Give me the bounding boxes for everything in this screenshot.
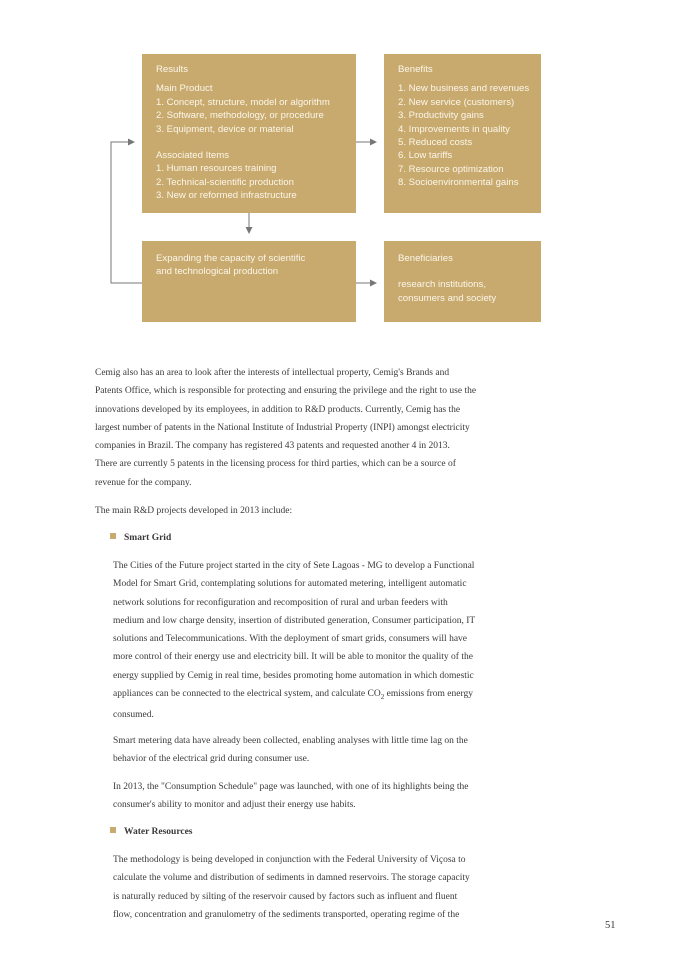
text-line: The main R&D projects developed in 2013 include: xyxy=(95,506,293,516)
expanding-line: Expanding the capacity of scientific xyxy=(156,253,306,264)
text-line: consumed. xyxy=(113,710,154,721)
text-line: companies in Brazil. The company has registered 43 patents and requested another 4 in 2013. xyxy=(95,441,450,452)
text-line: more control of their energy use and electricity bill. It will be able to monitor the quality of the xyxy=(113,652,473,663)
main-product-heading: Main Product xyxy=(156,83,213,95)
text-line: Smart metering data have already been collected, enabling analyses with little time lag on the xyxy=(113,736,468,746)
main-product-item: 2. Software, methodology, or procedure xyxy=(156,110,324,122)
intro-paragraph xyxy=(95,364,476,492)
co2-line-pre: appliances can be connected to the electrical system, and calculate CO xyxy=(113,689,381,700)
projects-intro xyxy=(95,502,292,520)
beneficiaries-title: Beneficiaries xyxy=(398,253,453,264)
co2-line-post: emissions from energy xyxy=(384,689,473,700)
text-line: flow, concentration and granulometry of the sediments transported, operating regime of the xyxy=(113,909,460,920)
text-line: is naturally reduced by silting of the reservoir caused by factors such as influent and fluent xyxy=(113,891,458,902)
text-line: solutions and Telecommunications. With the deployment of smart grids, consumers will have xyxy=(113,634,468,645)
benefit-item: 8. Socioenvironmental gains xyxy=(398,177,519,189)
text-line: consumer's ability to monitor and adjust their energy use habits. xyxy=(113,800,356,811)
associated-item: 2. Technical-scientific production xyxy=(156,176,294,188)
water-resources-paragraph xyxy=(113,851,470,924)
water-resources-heading xyxy=(110,827,193,837)
text-line: largest number of patents in the National Institute of Industrial Property (INPI) amongst electricity xyxy=(95,422,470,433)
text-line: energy supplied by Cemig in real time, besides promoting home automation in which domestic xyxy=(113,670,474,681)
page-number: 51 xyxy=(605,920,616,931)
benefit-item: 6. Low tariffs xyxy=(398,150,453,162)
text-line: calculate the volume and distribution of sediments in damned reservoirs. The storage capacity xyxy=(113,873,470,884)
smart-grid-paragraph-1 xyxy=(113,557,475,725)
main-product-item: 1. Concept, structure, model or algorithm xyxy=(156,96,330,108)
text-line: In 2013, the "Consumption Schedule" page was launched, with one of its highlights being the xyxy=(113,782,469,792)
benefit-item: 1. New business and revenues xyxy=(398,83,530,95)
diagram-connectors xyxy=(0,0,680,340)
smart-grid-paragraph-3 xyxy=(113,778,469,815)
text-line: Cemig also has an area to look after the interests of intellectual property, Cemig's Brands and xyxy=(95,368,450,378)
text-line: Model for Smart Grid, contemplating solutions for automated metering, intelligent automatic xyxy=(113,579,467,590)
beneficiaries-line: research institutions, xyxy=(398,279,486,291)
associated-items-heading: Associated Items xyxy=(156,150,230,162)
smart-grid-heading xyxy=(110,533,171,543)
results-title: Results xyxy=(156,64,188,75)
text-line: The methodology is being developed in conjunction with the Federal University of Viçosa to xyxy=(113,855,466,865)
text-line: Patents Office, which is responsible for protecting and ensuring the privilege and the right to use the xyxy=(95,386,477,397)
feedback-loop-arrow xyxy=(111,142,142,283)
text-line: medium and low charge density, insertion of distributed generation, Consumer participation, IT xyxy=(113,615,476,626)
benefit-item: 5. Reduced costs xyxy=(398,137,473,149)
text-line: behavior of the electrical grid during consumer use. xyxy=(113,754,310,765)
benefit-item: 4. Improvements in quality xyxy=(398,123,510,135)
smart-grid-title: Smart Grid xyxy=(124,533,172,543)
benefit-item: 2. New service (customers) xyxy=(398,96,515,108)
water-resources-title: Water Resources xyxy=(124,827,193,837)
text-line: network solutions for reconfiguration and recomposition of rural and urban feeders with xyxy=(113,597,448,608)
smart-grid-paragraph-2 xyxy=(113,732,468,769)
text-line: innovations developed by its employees, in addition to R&D products. Currently, Cemig has the xyxy=(95,404,461,415)
bullet-square-icon xyxy=(110,827,116,833)
beneficiaries-line: consumers and society xyxy=(398,292,497,304)
expanding-line: and technological production xyxy=(156,266,279,278)
benefit-item: 3. Productivity gains xyxy=(398,110,484,122)
text-line: The Cities of the Future project started in the city of Sete Lagoas - MG to develop a Functional xyxy=(113,561,475,571)
text-line: There are currently 5 patents in the licensing process for third parties, which can be a source of xyxy=(95,459,456,470)
text-line: revenue for the company. xyxy=(95,477,192,488)
main-product-item: 3. Equipment, device or material xyxy=(156,123,294,135)
text-line xyxy=(113,685,475,706)
benefits-title: Benefits xyxy=(398,64,433,75)
associated-item: 3. New or reformed infrastructure xyxy=(156,190,297,202)
associated-item: 1. Human resources training xyxy=(156,163,277,175)
co2-subscript: 2 xyxy=(380,692,385,701)
bullet-square-icon xyxy=(110,533,116,539)
benefit-item: 7. Resource optimization xyxy=(398,163,504,175)
